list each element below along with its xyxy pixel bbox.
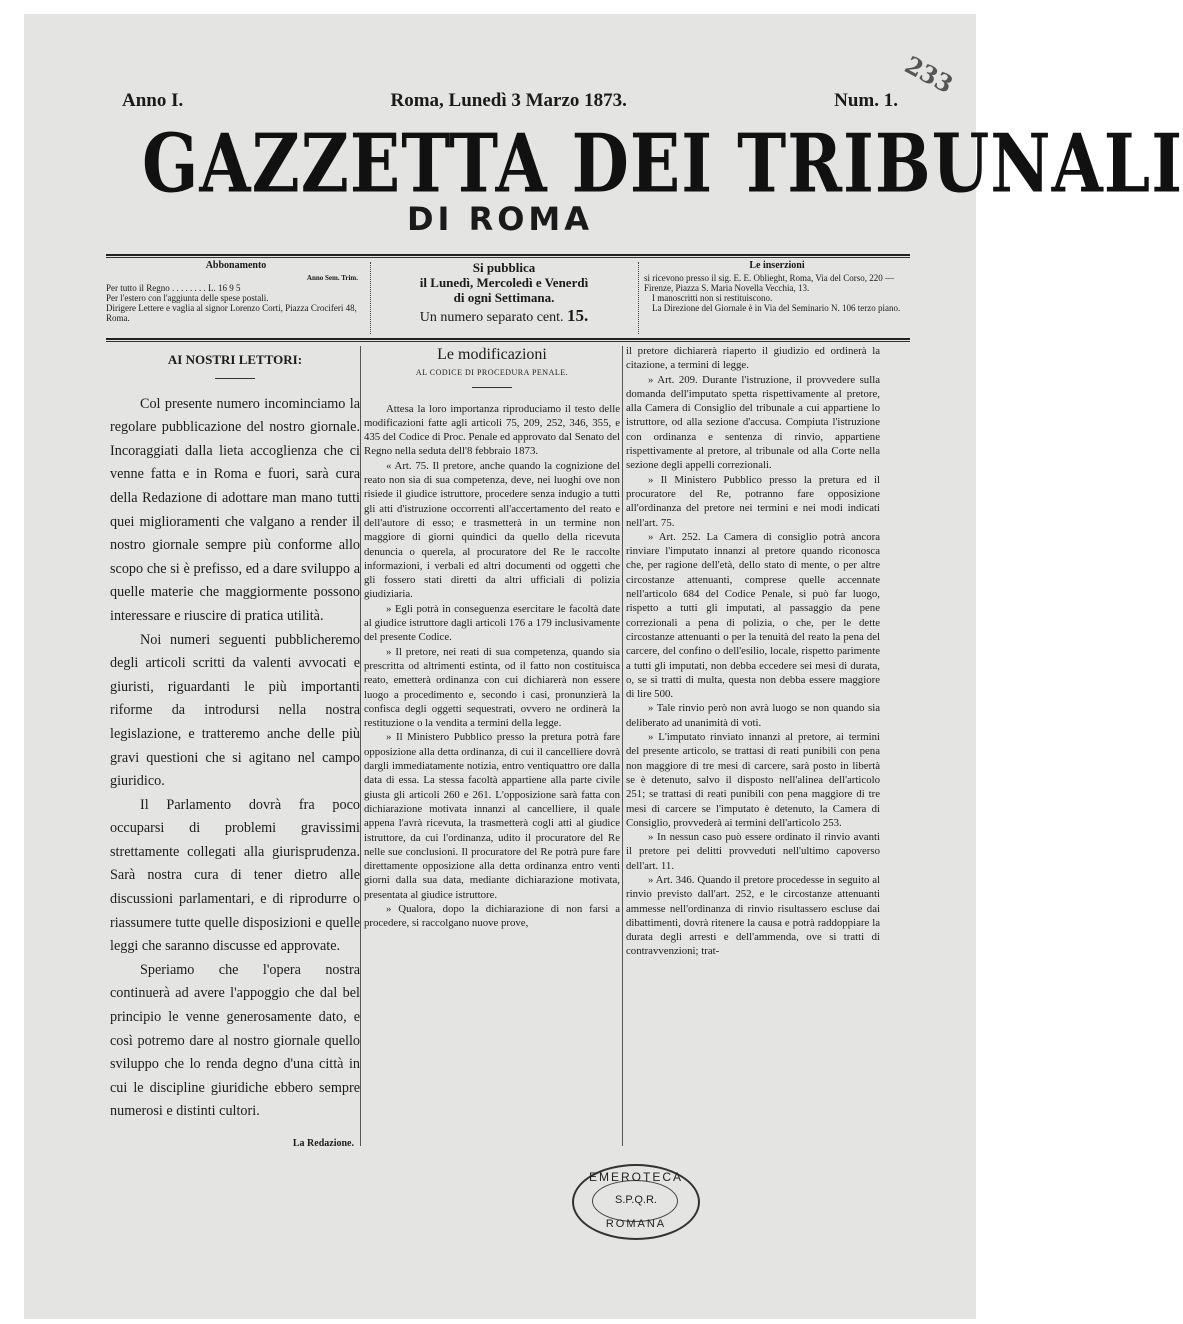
info-separator: [370, 262, 371, 334]
title-dash: [215, 378, 255, 379]
stamp-line3: ROMANA: [605, 1218, 667, 1230]
paragraph: » Tale rinvio però non avrà luogo se non quando sia deliberato ad unanimità di voti.: [626, 702, 880, 729]
inserzioni-title: Le inserzioni: [749, 260, 805, 271]
anno: Anno I.: [122, 90, 184, 111]
mid-rule: [106, 338, 910, 340]
signature: La Redazione.: [292, 1138, 354, 1149]
paragraph: » Art. 252. La Camera di consiglio potrà ancora rinviare l'imputato innanzi al pretore quando riconosca che, per ragione dell'età, dello stato di mente, o per altre circostanze attenuanti, comprese quelle accennate nell'articolo 684 del Codice Penale, si può far luogo, rispetto a tutti gli imputati, al passaggio da pene correzionali a pena di polizia, o che, per le dette circostanze attenuanti o per la tenuità del reato la pena del carcere, del confino o dell'esilio, locale, rispetto parimente a tutti gli imputati, non debba eccedere sei mesi di durata, o, se si tratti di multa, questa non debba essere maggiore di lire 500.: [626, 530, 880, 701]
issue-number: Num. 1.: [834, 90, 898, 111]
price-line: [374, 308, 634, 325]
paragraph: Noi numeri seguenti pubblicheremo degli articoli scritti da valenti avvocati e giuristi, riguardanti le più importanti riforme da introdursi nella nostra legislazione, e tratteremo anche delle più gravi questioni che si agitano nel campo giuridico.: [110, 631, 360, 790]
pubblica-line1: Si pubblica: [472, 260, 536, 275]
abbonamento-title: Abbonamento: [205, 260, 267, 271]
paragraph: » Il Ministero Pubblico presso la pretura ed il procuratore del Re, potranno fare opposizione all'ordinanza del pretore nei termini e nei modi indicati nell'art. 75.: [626, 473, 880, 529]
mid-rule-thin: [106, 341, 910, 342]
pubblica-line2: il Lunedì, Mercoledì e Venerdì: [419, 275, 589, 290]
paragraph: « Art. 75. Il pretore, anche quando la cognizione del reato non sia di sua competenza, deve, nei luoghi ove non risiede il giudice istruttore, procedere senza indugio a tutti gli atti d'istruzione occorrenti all'accertamento del reato e dell'autore di esso; e trasmetterà in un termine non maggiore di giorni quindici da quello della ricevuta denuncia o querela, al procuratore del Re le raccolte informazioni, i verbali ed altri documenti od oggetti che gli fossero stati diretti da altri ufficiali di polizia giudiziaria.: [364, 459, 620, 601]
paragraph: » Il Ministero Pubblico presso la pretura potrà fare opposizione alla detta ordinanza, di cui il cancelliere dovrà dargli immediatamente notizia, entro ventiquattro ore dalla data di essa. La stessa facoltà appartiene alla parte civile giusta gli articoli 260 e 261. L'opposizione sarà fatta con dichiarazione motivata innanzi al cancelliere, il quale appena l'avrà ricevuta, la trasmetterà cogli atti al giudice istruttore, da cui l'ordinanza, udito il procuratore del Re nelle sue conclusioni. Il procuratore del Re potrà pure fare direttamente opposizione alla detta ordinanza entro venti giorni dalla sua data, mediante dichiarazione motivata, presentata al giudice istruttore.: [364, 731, 620, 901]
paragraph: Speriamo che l'opera nostra continuerà ad avere l'appoggio che dal bel principio le venne generosamente dato, e così potremo dare al nostro giornale quello sviluppo che lo renda degno d'una città in cui le discipline giuridiche ebbero sempre numerosi e distinti cultori.: [110, 961, 360, 1120]
paragraph: il pretore dichiarerà riaperto il giudizio ed ordinerà la citazione, a termini di legge.: [626, 345, 880, 372]
paragraph: Il Parlamento dovrà fra poco occuparsi di problemi gravissimi strettamente collegati alla giurisprudenza. Sarà nostra cura di tener dietro alle discussioni parlamentari, e di riprodurre o riassumere tutte quelle disposizioni e quelle leggi che saranno discusse ed approvate.: [110, 796, 360, 955]
price-value: 15.: [567, 306, 589, 325]
masthead-title: GAZZETTA DEI TRIBUNALI: [142, 116, 1183, 212]
stamp-line1: EMEROTECA: [588, 1170, 683, 1184]
inserzioni-text2: I manoscritti non si restituiscono.: [652, 293, 773, 303]
pubblica-box: [374, 260, 634, 336]
masthead-subtitle: DI ROMA: [406, 200, 594, 238]
abbonamento-line1: Per tutto il Regno . . . . . . . . L. 16 9 5: [106, 283, 241, 293]
abbonamento-line3: Dirigere Lettere e vaglia al signor Lorenzo Corti, Piazza Crociferi 48, Roma.: [106, 303, 357, 323]
newspaper-page: [24, 14, 1183, 1319]
inserzioni-text3: La Direzione del Giornale è in Via del Seminario N. 106 terzo piano.: [652, 303, 901, 313]
column-rule: [360, 346, 361, 1146]
page-number: 233: [900, 49, 958, 100]
paragraph: Attesa la loro importanza riproduciamo il testo delle modificazioni fatte agli articoli 75, 209, 252, 346, 355, e 435 del Codice di Proc. Penale ed approvato dal Senato del Regno nella seduta dell'8 febbraio 1873.: [364, 402, 620, 458]
library-stamp: [572, 1164, 700, 1240]
info-separator: [638, 262, 639, 334]
paragraph: Col presente numero incominciamo la regolare pubblicazione del nostro giornale. Incoraggiati dalla lieta accoglienza che ci venne fatta e in Roma e fuori, sarà cura della Redazione di adottare man mano tutti quei miglioramenti che valgano a render il nostro giornale sempre più conforme allo scopo che si è prefisso, ed a dare sviluppo a quelle materie che maggiormente possono interessare e riuscire di pratica utilità.: [110, 395, 360, 624]
column-modificazioni: [364, 344, 620, 931]
article-title-lettori: AI NOSTRI LETTORI:: [167, 352, 303, 367]
dateline: Roma, Lunedì 3 Marzo 1873.: [390, 90, 627, 111]
abbonamento-box: [106, 260, 366, 336]
column-lettori: [110, 344, 360, 1156]
inserzioni-text1: si ricevono presso il sig. E. E. Oblieght, Roma, Via del Corso, 220 — Firenze, Piazza S. Maria Novella Vecchia, 13.: [644, 273, 895, 293]
pubblica-line3: di ogni Settimana.: [453, 290, 555, 305]
paragraph: » Qualora, dopo la dichiarazione di non farsi a procedere, si raccolgano nuove prove,: [364, 902, 620, 930]
top-rule: [106, 254, 910, 256]
article-subtitle: AL CODICE DI PROCEDURA PENALE.: [415, 368, 569, 378]
column-continuation: [626, 344, 880, 959]
inserzioni-box: [644, 260, 910, 336]
paragraph: » In nessun caso può essere ordinato il rinvio avanti il pretore pei delitti provveduti nell'ultimo capoverso dell'art. 11.: [626, 831, 880, 872]
abbonamento-line2: Per l'estero con l'aggiunta delle spese postali.: [106, 293, 269, 303]
title-dash: [472, 387, 512, 388]
article-title-modificazioni: Le modificazioni: [437, 346, 547, 363]
column-rule: [622, 346, 623, 1146]
stamp-line2: S.P.Q.R.: [615, 1194, 657, 1206]
paragraph: » Art. 346. Quando il pretore procedesse in seguito al rinvio previsto dall'art. 252, e le circostanze attenuanti ammesse nell'ordinanza di rinvio risultassero escluse dai dibattimenti, dovrà ritenere la causa e potrà raddoppiare la durata degli arresti e dell'ammenda, ove si tratti di contravvenzioni; trat-: [626, 873, 880, 958]
top-rule-thin: [106, 257, 910, 258]
paragraph: » L'imputato rinviato innanzi al pretore, ai termini del presente articolo, se trattasi di reati punibili con pena non maggiore di tre mesi di carcere, sarà posto in libertà se è detenuto, salvo il disposto nell'alinea dell'articolo 251; se trattasi di reati punibili con pena maggiore di tre mesi di carcere se l'imputato è detenuto, la Camera di Consiglio, provvederà ai termini dell'articolo 253.: [626, 731, 880, 829]
price-label: Un numero separato cent.: [419, 310, 564, 325]
abbonamento-cols: Anno Sem. Trim.: [306, 274, 358, 282]
paragraph: » Il pretore, nei reati di sua competenza, quando sia prescritta od altrimenti estinta, od il fatto non costituisca reato, emetterà ordinanza con cui dichiarerà non essere luogo a procedimento e, secondo i casi, pronunzierà la confisca degli oggetti sequestrati, ovvero ne ordinerà la restituzione o la vendita a termini della legge.: [364, 645, 620, 730]
header-line: [122, 90, 898, 112]
paragraph: » Art. 209. Durante l'istruzione, il provvedere sulla domanda dell'imputato spetta rispettivamente al pretore, alla Camera di Consiglio del tribunale a cui appartiene lo istruttore, od alla sezione d'accusa. Compiuta l'istruzione con ordinanza e sentenza di rinvio, appartiene rispettivamente al pretore, al tribunale od alla Corte nella sezione degli appelli correzionali.: [626, 373, 880, 472]
paragraph: » Egli potrà in conseguenza esercitare le facoltà date al giudice istruttore dagli articoli 176 a 179 inclusivamente del presente Codice.: [364, 602, 620, 644]
